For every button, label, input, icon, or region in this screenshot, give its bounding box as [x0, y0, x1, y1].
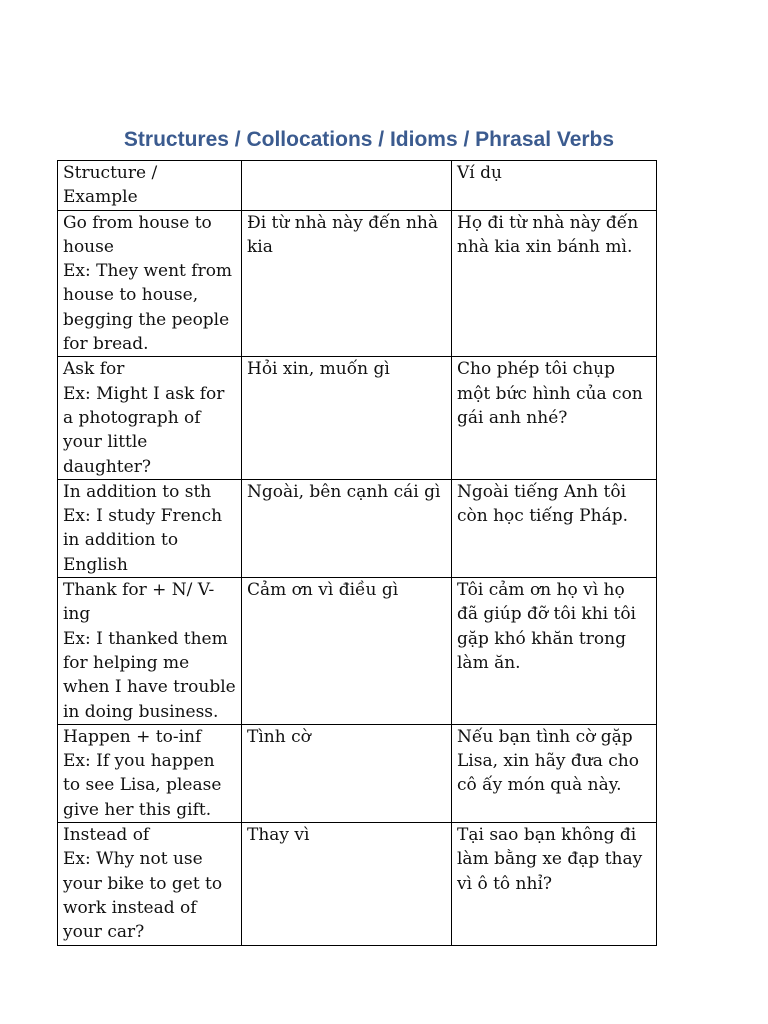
table-row	[58, 578, 657, 725]
example-en-text: Ex: They went from house to house, begging the people for bread.	[63, 261, 233, 355]
structure-cell	[58, 823, 242, 945]
structure-text: Happen + to-inf	[63, 726, 202, 747]
example-vi-cell: Họ đi từ nhà này đến nhà kia xin bánh mì.	[452, 210, 657, 357]
structure-cell	[58, 724, 242, 822]
meaning-cell: Tình cờ	[242, 724, 452, 822]
example-en-text: Ex: I thanked them for helping me when I have trouble in doing business.	[63, 628, 236, 722]
example-en-text: Ex: Why not use your bike to get to work instead of your car?	[63, 849, 223, 943]
structure-cell	[58, 357, 242, 479]
structure-text: Instead of	[63, 825, 150, 846]
example-en-text: Ex: I study French in addition to English	[63, 506, 223, 575]
structure-cell	[58, 210, 242, 357]
example-vi-cell: Ngoài tiếng Anh tôi còn học tiếng Pháp.	[452, 479, 657, 577]
example-vi-cell: Nếu bạn tình cờ gặp Lisa, xin hãy đưa cho cô ấy món quà này.	[452, 724, 657, 822]
example-vi-cell: Tôi cảm ơn họ vì họ đã giúp đỡ tôi khi tôi gặp khó khăn trong làm ăn.	[452, 578, 657, 725]
structure-cell	[58, 578, 242, 725]
meaning-cell: Ngoài, bên cạnh cái gì	[242, 479, 452, 577]
table-row	[58, 357, 657, 479]
example-vi-cell: Tại sao bạn không đi làm bằng xe đạp thay vì ô tô nhỉ?	[452, 823, 657, 945]
structure-text: Thank for + N/ V-ing	[63, 580, 215, 625]
example-vi-cell: Cho phép tôi chụp một bức hình của con gái anh nhé?	[452, 357, 657, 479]
structure-text: Ask for	[63, 359, 125, 380]
header-example-vi: Ví dụ	[452, 161, 657, 211]
page-title: Structures / Collocations / Idioms / Phrasal Verbs	[123, 128, 615, 151]
example-en-text: Ex: Might I ask for a photograph of your little daughter?	[63, 383, 225, 477]
vocabulary-table	[57, 160, 657, 946]
header-meaning	[242, 161, 452, 211]
table-header-row	[58, 161, 657, 211]
structure-cell	[58, 479, 242, 577]
meaning-cell: Cảm ơn vì điều gì	[242, 578, 452, 725]
meaning-cell: Hỏi xin, muốn gì	[242, 357, 452, 479]
example-en-text: Ex: If you happen to see Lisa, please give her this gift.	[63, 751, 222, 820]
table-row	[58, 210, 657, 357]
structure-text: Go from house to house	[63, 212, 212, 257]
meaning-cell: Thay vì	[242, 823, 452, 945]
structure-text: In addition to sth	[63, 481, 212, 502]
meaning-cell: Đi từ nhà này đến nhà kia	[242, 210, 452, 357]
table-row	[58, 724, 657, 822]
header-structure: Structure / Example	[58, 161, 242, 211]
table-row	[58, 479, 657, 577]
table-row	[58, 823, 657, 945]
